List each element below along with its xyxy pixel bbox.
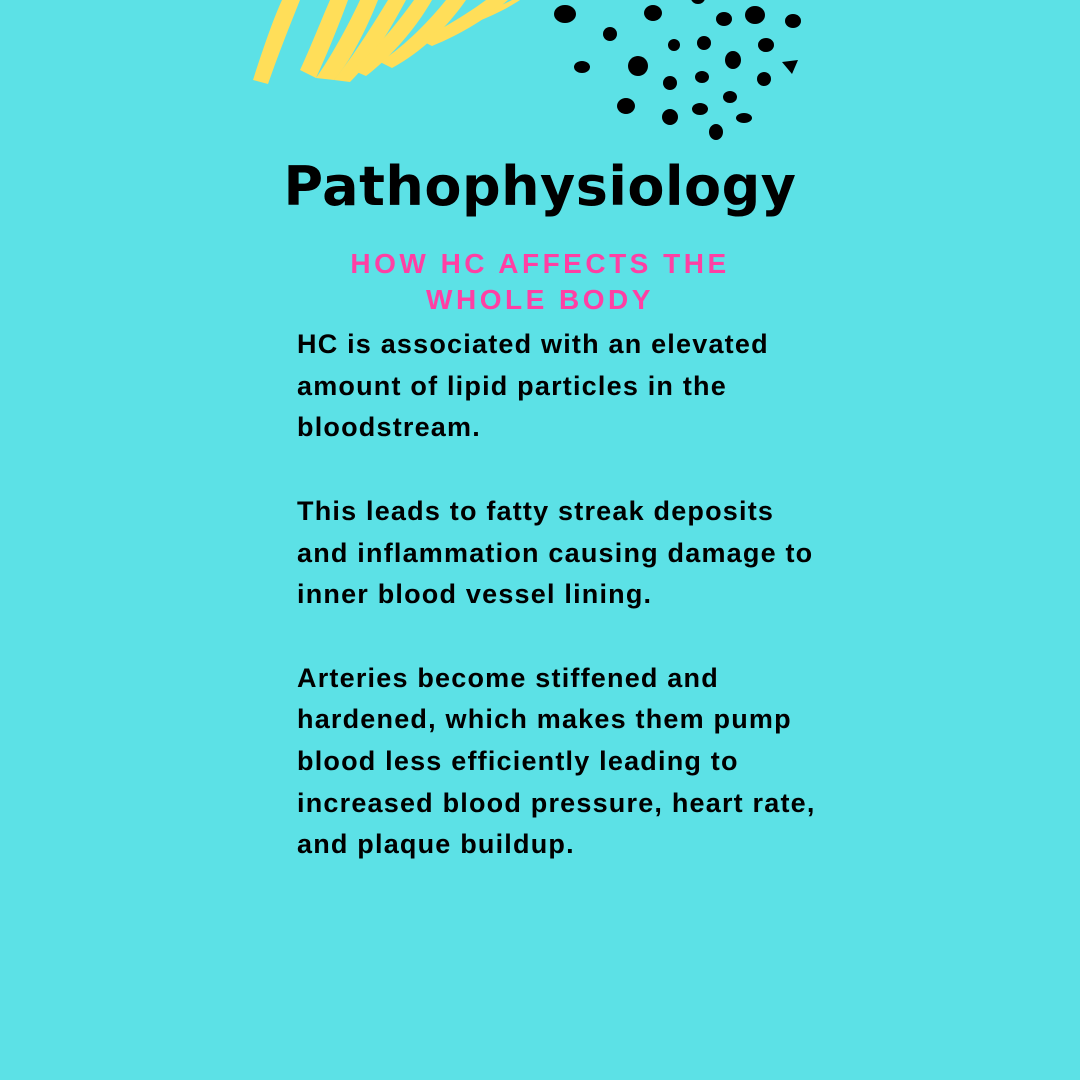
paragraph-arteries: Arteries become stiffened and hardened, which makes them pump blood less efficiently leading to increased blood pressure, heart rate, and plaque buildup. (297, 662, 816, 860)
page-title: Pathophysiology (283, 155, 797, 218)
paragraph-lipid-particles: HC is associated with an elevated amount of lipid particles in the bloodstream. (297, 329, 769, 443)
decoration-graphics (0, 0, 1080, 160)
black-dot-pattern (554, 0, 801, 140)
paragraph-fatty-streak: This leads to fatty streak deposits and inflammation causing damage to inner blood vessel lining. (297, 495, 814, 610)
yellow-brush-stroke (253, 0, 520, 84)
body-text (297, 324, 827, 908)
page-subtitle: HOW HC AFFECTS THE WHOLE BODY (350, 248, 730, 315)
